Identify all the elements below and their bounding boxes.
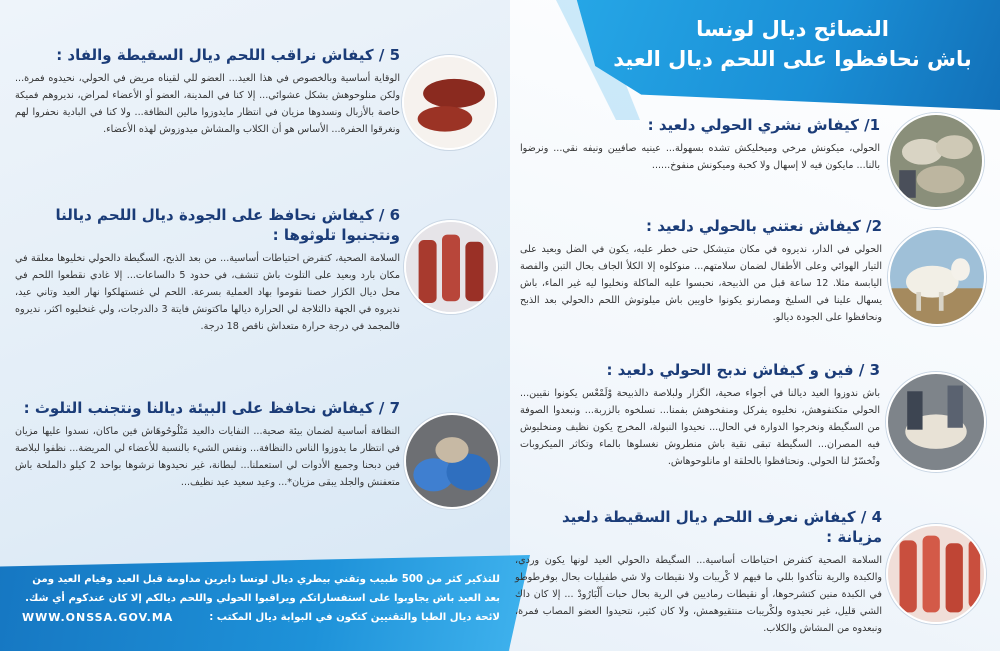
section-5-organ-inspection xyxy=(15,45,400,138)
section-7-body: النظافة أساسية لضمان بيئة صحية... النفايات دالعيد مَنْلُوحُوهَاش فين ماكان، نسدوا عليها مزيان في انتظار ما يدوزوا الناس دالنظافة... ونفس الشيء بالنسبة للأعضاء لي المريضة... نظفوا لبلاصة فين دبحنا وجميع الأدوات لي استعملنا... لبطانة، غير نحيدوها نرشوها بواحد 2 كيلو دالملحة باش متعفنش والجلد يبقى مزيان*... وعيد سعيد عيد نظيف... xyxy=(15,426,400,488)
website-link[interactable]: WWW.ONSSA.GOV.MA xyxy=(22,611,174,624)
sheep-market-photo xyxy=(888,113,984,209)
section-6-meat-quality xyxy=(15,205,400,335)
footer-line-3: لائحة ديال الطبا والتقنيين كتكون في البوابة ديال المكتب : xyxy=(209,612,500,623)
section-2-title: 2/ كيفاش نعتني بالحولي دلعيد : xyxy=(645,217,882,235)
footer-website-line xyxy=(22,608,500,627)
waste-bags-icon xyxy=(406,415,498,507)
section-5-title: 5 / كيفاش نراقب اللحم ديال السقيطة والفاد : xyxy=(56,46,400,64)
section-4-body: السلامة الصحية كتفرض احتياطات أساسية... السگيطة دالحولي العيد لونها يكون وردي، والكبدة والرية نتأكدوا بللي ما فيهم لا كْريبات ولا نقيطات ولا شي طفيليات بحال بوفرطوطو في الكبدة منين كتشرحوها، أو نقيطات رماديين في الرية بحال حبات أَلْبَارُودْ ... إلا كان داك الشي قليل، غير نحيدوه ولكْريبات منتقيوهمش، ولا كان كثير، نتحيدوا العضو المصاب فمرة، ونبعدوه من المشاش والكلاب. xyxy=(515,555,882,634)
section-2-caring-sheep xyxy=(520,216,882,326)
section-2-body: الحولي في الدار، نديروه في مكان متيشكل حتى خطر عليه، يكون في الضل وبعيد على التيار الهوائي وعلى الأطفال لضمان سلامتهم... منوكلوه إلا الكلأ الجاف بحال التبن والفصة اليابسة مثلا. 12 ساعة قبل من الذبيحة، نحبسوا عليه الماكلة ونخليوا ليه غير الماء، باش يسهال علينا في السليخ ومصارنو يكونوا خاويين باش ميلوتوش اللحم دالحولي بعد الذبح ونحافظوا على الجودة ديالو. xyxy=(520,244,883,323)
section-3-body: باش ندوزوا العيد ديالنا في أجواء صحية، الگزار ولبلاصة دالذبيحة وْلَمْعْس يكونوا نقيين... الحولي متكنفوهش، نخليوه يفركل ومنفخوهش بفمنا... نسلخوه بالزربة... ونبعدوا الصوفة من السگيطة ونخرجوا الدوارة في الحال... نحيدوا النبولة، المخرج يكون نظيف ومنخليوش فيه المصران... السگيطة تبقى نقية باش منطروش نغسلوها بالماء وتكاثر الميكروبات وتْخسّرْ لنا الحولي. ونحتافظوا بالحلقة او مانلوحوهاش. xyxy=(520,388,880,467)
hanging-meat-icon xyxy=(406,222,496,312)
carcass-photo xyxy=(886,524,986,624)
section-6-body: السلامة الصحية، كتفرض احتياطات أساسية... من بعد الذبح، السگيطة دالحولي نخليوها معلقة في مكان بارد وبعيد على التلوث باش تنشف، في حدود 5 دالساعات... إلا غادي نقطعوا اللحم في محل ديال الكزار خصنا نقوموا بهاد العملية بسرعة. اللحم لي غنستهلكوا نهار العيد وتاني عيد، نديروه في الجهة دالثلاجة لي الحرارة ديالها ماكتونش فايتة 3 دالدرجات، ولي غنخليوه اكثر، نديروه فالمجمد في درجة حرارة متعداش ناقص 18 درجة. xyxy=(15,253,400,332)
section-1-body: الحولي، ميكونش مرخي وميخليكش تشده بسهولة... عينيه صافيين ونيفه نقي... ونرضوا بالنا... مايكون فيه لا إسهال ولا كحبة وميكونش منفوخ...... xyxy=(520,143,880,171)
section-3-title: 3 / فين و كيفاش ندبح الحولي دلعيد : xyxy=(606,361,880,379)
section-5-body: الوقاية أساسية وبالخصوص في هذا العيد... العضو للي لقيناه مريض في الحولي، نحيدوه فمرة... ولكن منلوحوهش بشكل عشوائي... إلا كنا في المدينة، العضو أو الأعضاء لمراض، نديروهم فميكة خاصة بالأزبال ونسدوها مزيان في انتظار مايدوزوا مالين النظافة... ولا كنا في البادية نحفروا لهم ونغرقوا الحفرة... الأساس هو أن الكلاب والمشاش ميدوزوش لهذه الأعضاء. xyxy=(15,73,400,135)
slaughter-icon xyxy=(888,374,984,470)
section-4-title: 4 / كيفاش نعرف اللحم ديال السقيطة دلعيد مزيانة : xyxy=(562,508,882,546)
section-6-title: 6 / كيفاش نحافظ على الجودة ديال اللحم ديالنا ونتجنبوا تلوثوها : xyxy=(55,206,400,244)
carcass-icon xyxy=(888,526,984,622)
footer-line-2: بعد العيد باش يجاوبوا على استفساراتكم ويراقبوا الحولي واللحم ديالكم إلا كان عندكوم أي شك. xyxy=(25,593,500,604)
section-7-environment xyxy=(15,398,400,491)
header-title-line-1: النصائح ديال لونسا xyxy=(696,17,889,41)
liver-icon xyxy=(404,57,495,148)
sheep-market-icon xyxy=(890,115,982,207)
section-3-slaughter xyxy=(520,360,880,470)
section-1-buying-sheep xyxy=(520,115,880,174)
footer-line-1: للتذكير كثر من 500 طبيب وتقني بيطري ديال لونسا دايرين مداومة قبل العيد وفيام العيد ومن xyxy=(32,574,500,585)
footer-reminder xyxy=(22,570,500,627)
section-7-title: 7 / كيفاش نحافظ على البيئة ديالنا ونتجنب التلوث : xyxy=(23,399,400,417)
section-4-carcass-check xyxy=(515,507,882,637)
header-title-line-2: باش نحافظوا على اللحم ديال العيد xyxy=(613,47,972,71)
waste-bags-photo xyxy=(404,413,500,509)
sheep-icon xyxy=(890,230,984,324)
section-1-title: 1/ كيفاش نشري الحولي دلعيد : xyxy=(647,116,880,134)
page-header xyxy=(600,14,985,84)
hanging-meat-photo xyxy=(404,220,498,314)
sheep-photo xyxy=(888,228,986,326)
slaughter-photo xyxy=(886,372,986,472)
liver-photo xyxy=(402,55,497,150)
